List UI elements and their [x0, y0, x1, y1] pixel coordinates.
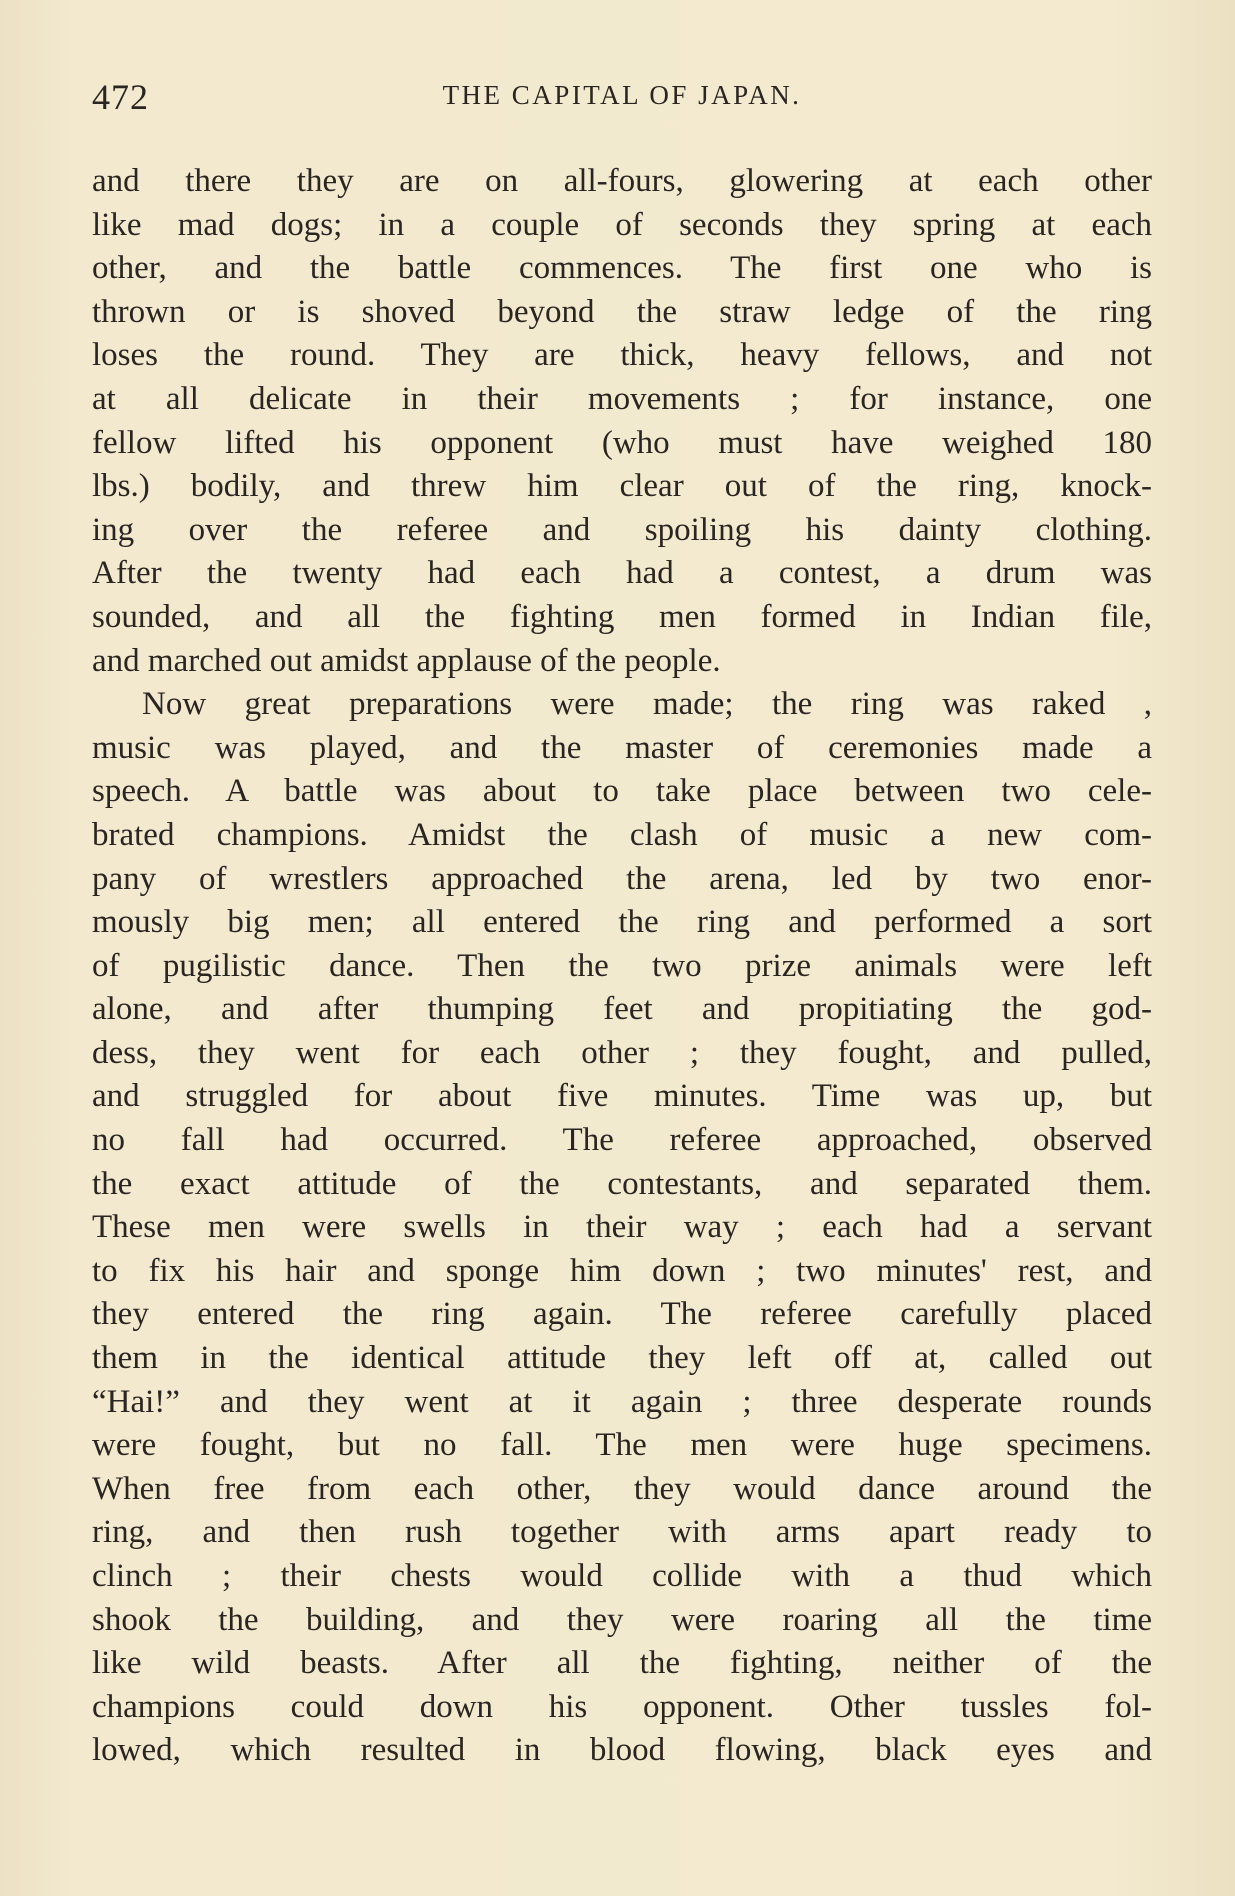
text-line: mously big men; all entered the ring and performed a sort — [92, 904, 1152, 941]
text-line: to fix his hair and sponge him down ; two minutes' rest, and — [92, 1252, 1152, 1289]
text-line: of pugilistic dance. Then the two prize animals were left — [92, 947, 1152, 984]
text-line: at all delicate in their movements ; for instance, one — [92, 380, 1152, 417]
page-header — [92, 76, 1152, 120]
text-line: dess, they went for each other ; they fought, and pulled, — [92, 1034, 1152, 1071]
text-line: These men were swells in their way ; each had a servant — [92, 1209, 1152, 1246]
text-line: alone, and after thumping feet and propitiating the god- — [92, 991, 1152, 1028]
text-line: sounded, and all the fighting men formed in Indian file, — [92, 598, 1152, 635]
text-line: loses the round. They are thick, heavy fellows, and not — [92, 337, 1152, 374]
text-line: brated champions. Amidst the clash of music a new com- — [92, 816, 1152, 853]
text-line: the exact attitude of the contestants, and separated them. — [92, 1165, 1152, 1202]
text-line: like wild beasts. After all the fighting, neither of the — [92, 1645, 1152, 1682]
text-line: clinch ; their chests would collide with a thud which — [92, 1558, 1152, 1594]
text-line: music was played, and the master of ceremonies made a — [92, 729, 1152, 766]
body-text — [92, 160, 1152, 1773]
text-line: After the twenty had each had a contest, a drum was — [92, 555, 1152, 592]
text-line: were fought, but no fall. The men were huge specimens. — [92, 1427, 1152, 1464]
text-line: them in the identical attitude they left off at, called out — [92, 1340, 1152, 1377]
text-line: thrown or is shoved beyond the straw ledge of the ring — [92, 293, 1152, 330]
text-line: fellow lifted his opponent (who must have weighed 180 — [92, 424, 1152, 461]
text-line: lbs.) bodily, and threw him clear out of the ring, knock- — [92, 468, 1152, 505]
text-line: shook the building, and they were roaring all the time — [92, 1601, 1152, 1638]
text-line: When free from each other, they would dance around the — [92, 1470, 1152, 1507]
text-line: and marched out amidst applause of the people. — [92, 642, 721, 679]
text-line: speech. A battle was about to take place between two cele- — [92, 773, 1152, 810]
text-line: like mad dogs; in a couple of seconds they spring at each — [92, 206, 1152, 243]
text-line: ring, and then rush together with arms apart ready to — [92, 1514, 1152, 1551]
text-line: ing over the referee and spoiling his dainty clothing. — [92, 511, 1152, 548]
text-line: and there they are on all-fours, glowering at each other — [92, 163, 1152, 199]
page-number: 472 — [92, 77, 149, 117]
running-head: THE CAPITAL OF JAPAN. — [442, 80, 802, 110]
text-line: and struggled for about five minutes. Time was up, but — [92, 1078, 1152, 1115]
text-line: pany of wrestlers approached the arena, led by two enor- — [92, 860, 1152, 897]
text-line: other, and the battle commences. The first one who is — [92, 250, 1152, 287]
text-line: Now great preparations were made; the ring was raked , — [142, 686, 1152, 723]
text-line: “Hai!” and they went at it again ; three desperate rounds — [92, 1383, 1152, 1420]
text-line: lowed, which resulted in blood flowing, black eyes and — [92, 1732, 1152, 1769]
text-line: champions could down his opponent. Other tussles fol- — [92, 1688, 1152, 1725]
text-line: they entered the ring again. The referee carefully placed — [92, 1296, 1152, 1333]
text-line: no fall had occurred. The referee approached, observed — [92, 1122, 1152, 1159]
